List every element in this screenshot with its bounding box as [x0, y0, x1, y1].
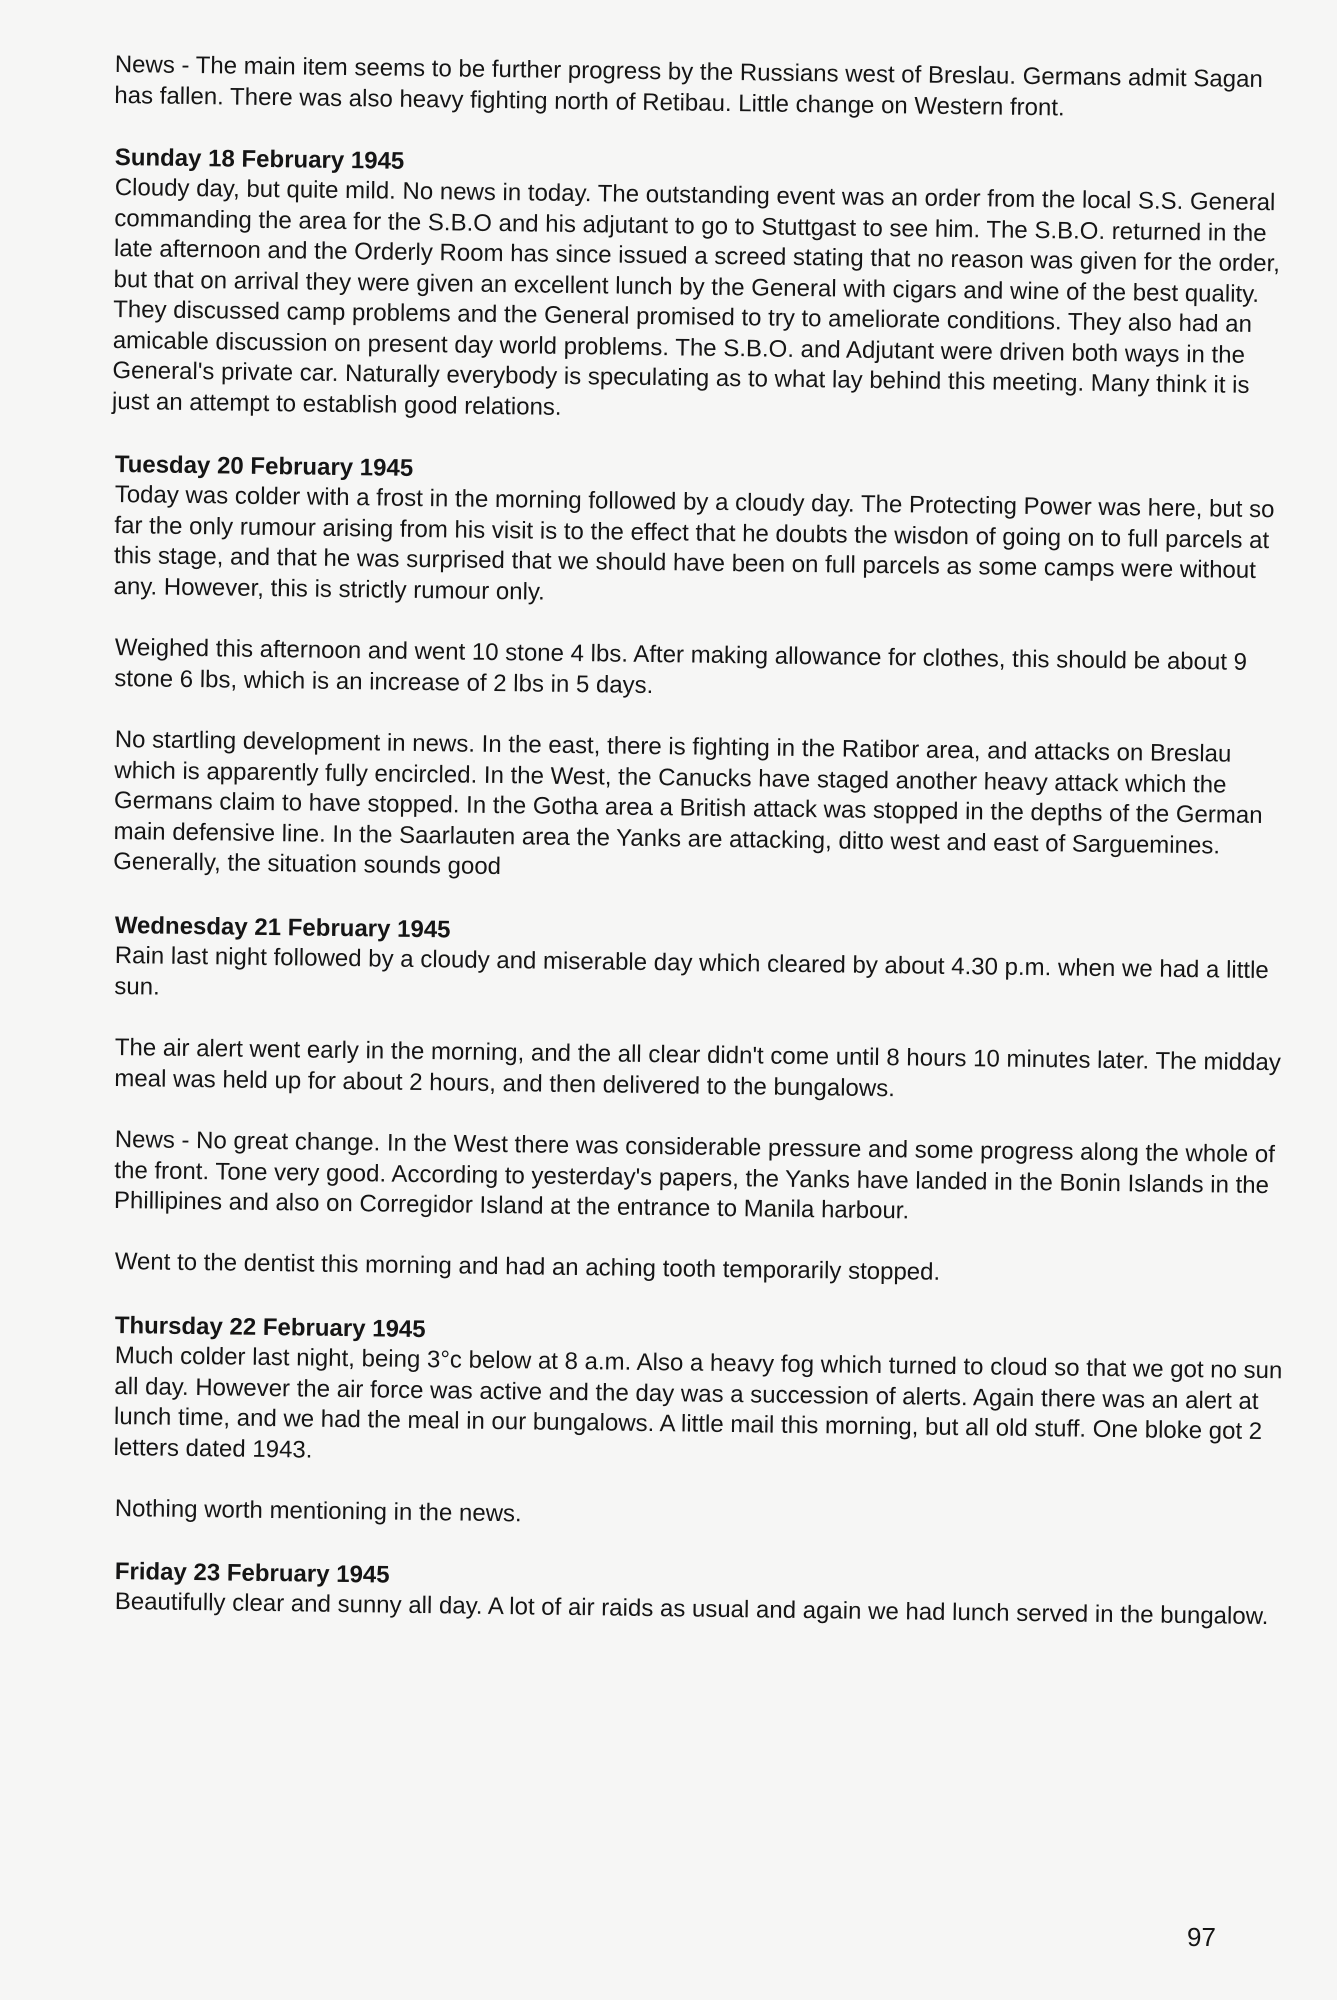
entry-paragraph: No startling development in news. In the east, there is fighting in the Ratibor area, and attacks on Breslau which is apparently fully encircled. In the West, the Canucks have staged another heavy attack which the Germans claim to have stopped. In the Gotha area a British attack was stopped in the depths of the German main defensive line. In the Saarlauten area the Yanks are attacking, ditto west and east of Sarguemines. Generally, the situation sounds good [113, 725, 1263, 881]
diary-entry-sunday-18 [111, 142, 1285, 421]
entry-heading: Friday 23 February 1945 [114, 1557, 390, 1589]
entry-paragraph: Went to the dentist this morning and had an aching tooth temporarily stopped. [114, 1247, 941, 1286]
diary-entry-thursday-22 [115, 1310, 1285, 1525]
entry-paragraph: Weighed this afternoon and went 10 stone 4 lbs. After making allowance for clothes, this should be about 9 stone 6 lbs, which is an increase of 2 lbs in 5 days. [114, 633, 1248, 699]
entry-paragraph: The air alert went early in the morning, and the all clear didn't come until 8 hours 10 minutes later. The midday meal was held up for about 2 hours, and then delivered to the bungalows. [114, 1033, 1281, 1102]
news-paragraph: News - The main item seems to be further progress by the Russians west of Breslau. Germans admit Sagan has fallen. There was also heavy fighting north of Retibau. Little change on Western front. [114, 50, 1263, 121]
entry-paragraph: Nothing worth mentioning in the news. [114, 1494, 522, 1527]
entry-paragraph: Rain last night followed by a cloudy and miserable day which cleared by about 4.30 p.m. when we had a little sun. [114, 941, 1269, 1000]
diary-entry-wednesday-21 [113, 910, 1285, 1286]
diary-content [111, 50, 1285, 1650]
entry-heading: Thursday 22 February 1945 [114, 1311, 426, 1343]
page-number: 97 [1187, 1922, 1216, 1952]
entry-paragraph: Today was colder with a frost in the morning followed by a cloudy day. The Protecting Power was here, but so far the only rumour arising from his visit is to the effect that he doubts the wisdon of going on to full parcels at this stage, and that he was surprised that we should have been on full parcels as some camps were without any. However, this is strictly rumour only. [113, 480, 1275, 606]
entry-paragraph: Much colder last night, being 3°c below at 8 a.m. Also a heavy fog which turned to cloud so that we got no sun all day. However the air force was active and the day was a succession of alerts. Again there was an alert at lunch time, and we had the meal in our bungalows. A little mail this morning, but all old stuff. One bloke got 2 letters dated 1943. [113, 1341, 1283, 1463]
entry-heading: Wednesday 21 February 1945 [114, 911, 451, 943]
diary-entry-tuesday-20 [113, 449, 1285, 881]
entry-heading: Sunday 18 February 1945 [114, 143, 405, 175]
entry-paragraph: Cloudy day, but quite mild. No news in today. The outstanding event was an order from the local S.S. General commanding the area for the S.B.O and his adjutant to go to Stuttgast to see him. The S.B.O. returned in the late afternoon and the Orderly Room has since issued a screed stating that no reason was given for the order, but that on arrival they were given an excellent lunch by the General with cigars and wine of the best quality. They discussed camp problems and the General promised to try to ameliorate conditions. They also had an amicable discussion on present day world problems. The S.B.O. and Adjutant were driven both ways in the General's private car. Naturally everybody is speculating as to what lay behind this meeting. Many think it is just an attempt to establish good relations. [111, 173, 1281, 421]
entry-paragraph: Beautifully clear and sunny all day. A lot of air raids as usual and again we had lunch served in the bungalow. [114, 1587, 1269, 1631]
entry-heading: Tuesday 20 February 1945 [114, 450, 414, 482]
entry-paragraph: News - No great change. In the West there was considerable pressure and some progress along the whole of the front. Tone very good. According to yesterday's papers, the Yanks have landed in the Bonin Islands in the Phillipines and also on Corregidor Island at the entrance to Manila harbour. [113, 1125, 1276, 1224]
diary-entry-friday-23 [114, 1556, 1285, 1631]
